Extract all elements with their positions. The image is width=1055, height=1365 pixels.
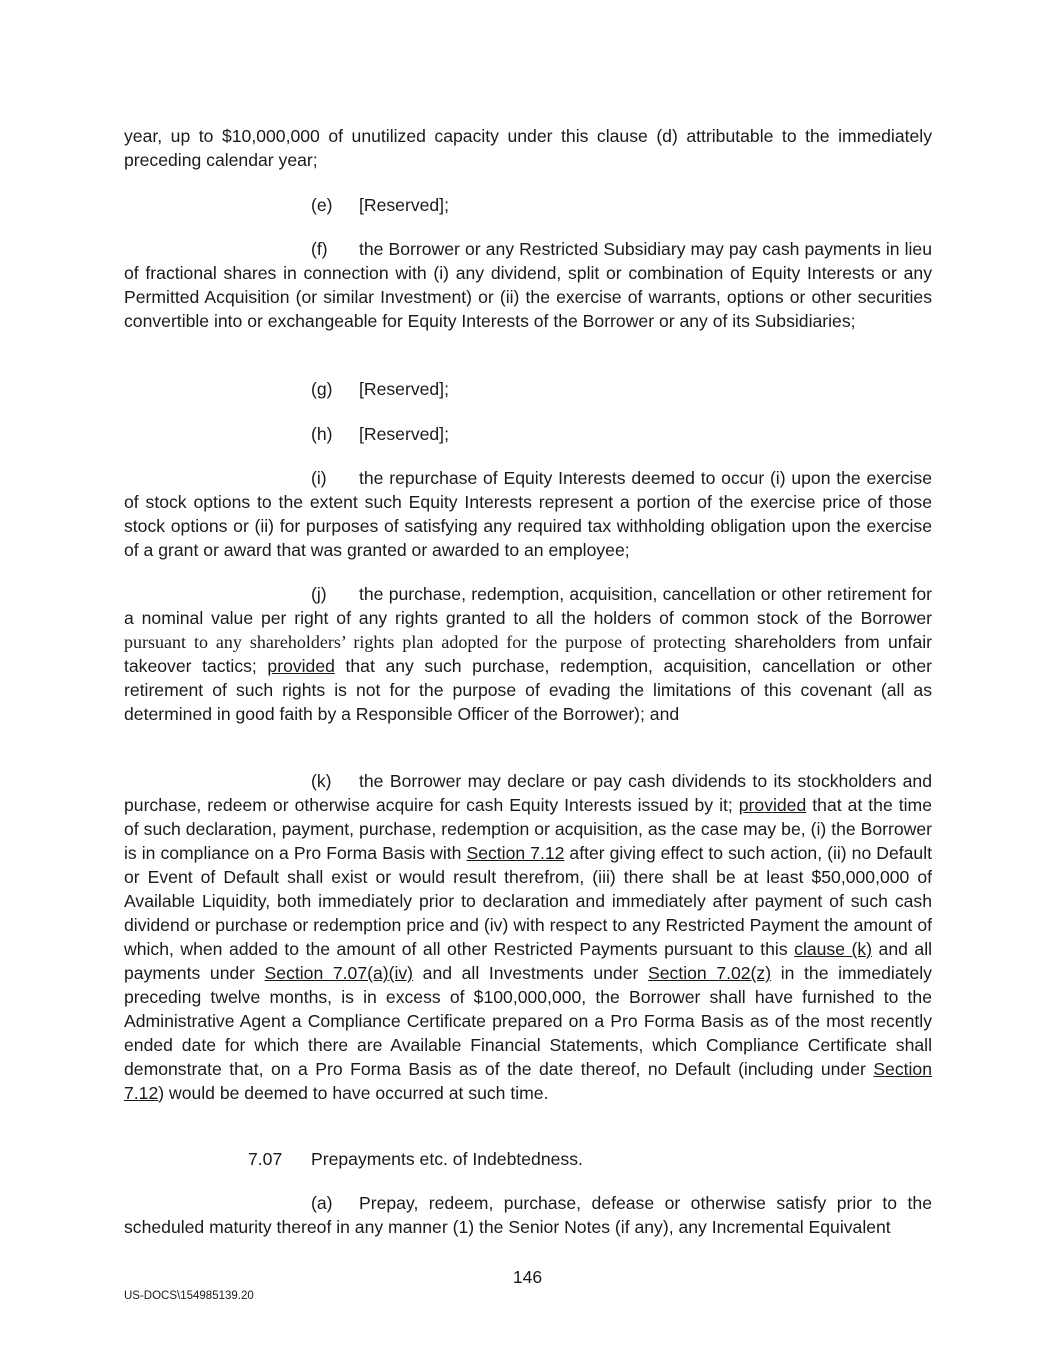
paragraph-k-text-5: and all Investments under <box>413 963 648 983</box>
paragraph-i <box>124 466 932 562</box>
section-reference: Section 7.07(a)(iv) <box>264 963 414 983</box>
paragraph-k-text-2: that at the time of such declaration, payment, purchase, redemption or acquisition, as the case may be, (i) the Borrower is in compliance on a Pro Forma Basis with <box>124 795 932 863</box>
paragraph-a-label: (a) <box>311 1193 333 1213</box>
section-reference: Section 7.12 <box>466 843 565 863</box>
provided-term: provided <box>267 656 335 676</box>
paragraph-j-text-3: that any such purchase, redemption, acquisition, cancellation or other retirement of such rights is not for the purpose of evading the limitations of this covenant (all as determined in good faith by a Responsible Officer of the Borrower); and <box>124 656 932 724</box>
paragraph-e-text: [Reserved]; <box>359 195 449 215</box>
paragraph-i-label: (i) <box>311 468 327 488</box>
paragraph-j-text-1: the purchase, redemption, acquisition, cancellation or other retirement for a nominal value per right of any rights granted to all the holders of common stock of the Borrower <box>124 584 932 628</box>
paragraph-k-text-7: ) would be deemed to have occurred at such time. <box>158 1083 549 1103</box>
paragraph-k-text-6: in the immediately preceding twelve months, is in excess of $100,000,000, the Borrower shall have furnished to the Administrative Agent a Compliance Certificate prepared on a Pro Forma Basis as of the most recently ended date for which there are Available Financial Statements, which Compliance Certificate shall demonstrate that, on a Pro Forma Basis as of the date thereof, no Default (including under <box>124 963 932 1079</box>
paragraph-j-label: (j) <box>311 584 327 604</box>
paragraph-g-text: [Reserved]; <box>359 379 449 399</box>
paragraph-f <box>124 237 932 333</box>
provided-term: provided <box>738 795 807 815</box>
paragraph-e-label: (e) <box>311 195 333 215</box>
paragraph-e <box>311 193 449 217</box>
paragraph-f-text: the Borrower or any Restricted Subsidiary may pay cash payments in lieu of fractional shares in connection with (i) any dividend, split or combination of Equity Interests or any Permitted Acquisition (or similar Investment) or (ii) the exercise of warrants, options or other securities convertible into or exchangeable for Equity Interests of the Borrower or any of its Subsidiaries; <box>124 239 932 331</box>
paragraph-f-label: (f) <box>311 239 328 259</box>
section-title: Prepayments etc. of Indebtedness. <box>311 1149 583 1169</box>
section-reference: Section 7.02(z) <box>648 963 772 983</box>
section-heading <box>248 1147 583 1171</box>
paragraph-g-label: (g) <box>311 379 333 399</box>
section-number: 7.07 <box>248 1149 283 1169</box>
paragraph-k <box>124 769 932 1105</box>
paragraph-i-text: the repurchase of Equity Interests deemed to occur (i) upon the exercise of stock options to the extent such Equity Interests represent a portion of the exercise price of those stock options or (ii) for purposes of satisfying any required tax withholding obligation upon the exercise of a grant or award that was granted or awarded to an employee; <box>124 468 932 560</box>
page-number: 146 <box>512 1267 543 1287</box>
section-reference: Section 7.12 <box>124 1059 932 1103</box>
paragraph-a <box>124 1191 932 1239</box>
paragraph-k-text-3: after giving effect to such action, (ii) no Default or Event of Default shall exist or would result therefrom, (iii) there shall be at least $50,000,000 of Available Liquidity, both immediately prior to declaration and immediately after payment of such cash dividend or purchase or redemption price and (iv) with respect to any Restricted Payment the amount of which, when added to the amount of all other Restricted Payments pursuant to this <box>124 843 932 959</box>
paragraph-k-text-4: and all payments under <box>124 939 933 983</box>
paragraph-j-text-2: shareholders from unfair takeover tactics; <box>124 632 932 676</box>
paragraph-h <box>311 422 449 446</box>
clause-reference: clause (k) <box>794 939 873 959</box>
paragraph-g <box>311 377 449 401</box>
paragraph-j-text-serif: pursuant to any shareholders’ rights plan adopted for the purpose of protecting <box>124 632 727 652</box>
paragraph-d-continuation: year, up to $10,000,000 of unutilized capacity under this clause (d) attributable to the immediately preceding calendar year; <box>124 126 932 170</box>
paragraph-j <box>124 582 932 726</box>
paragraph-h-label: (h) <box>311 424 333 444</box>
paragraph-k-label: (k) <box>311 771 332 791</box>
document-id: US-DOCS\154985139.20 <box>124 1290 254 1302</box>
paragraph-k-text-1: the Borrower may declare or pay cash dividends to its stockholders and purchase, redeem or otherwise acquire for cash Equity Interests issued by it; <box>124 771 932 815</box>
paragraph-h-text: [Reserved]; <box>359 424 449 444</box>
paragraph-a-text: Prepay, redeem, purchase, defease or otherwise satisfy prior to the scheduled maturity thereof in any manner (1) the Senior Notes (if any), any Incremental Equivalent <box>124 1193 932 1237</box>
